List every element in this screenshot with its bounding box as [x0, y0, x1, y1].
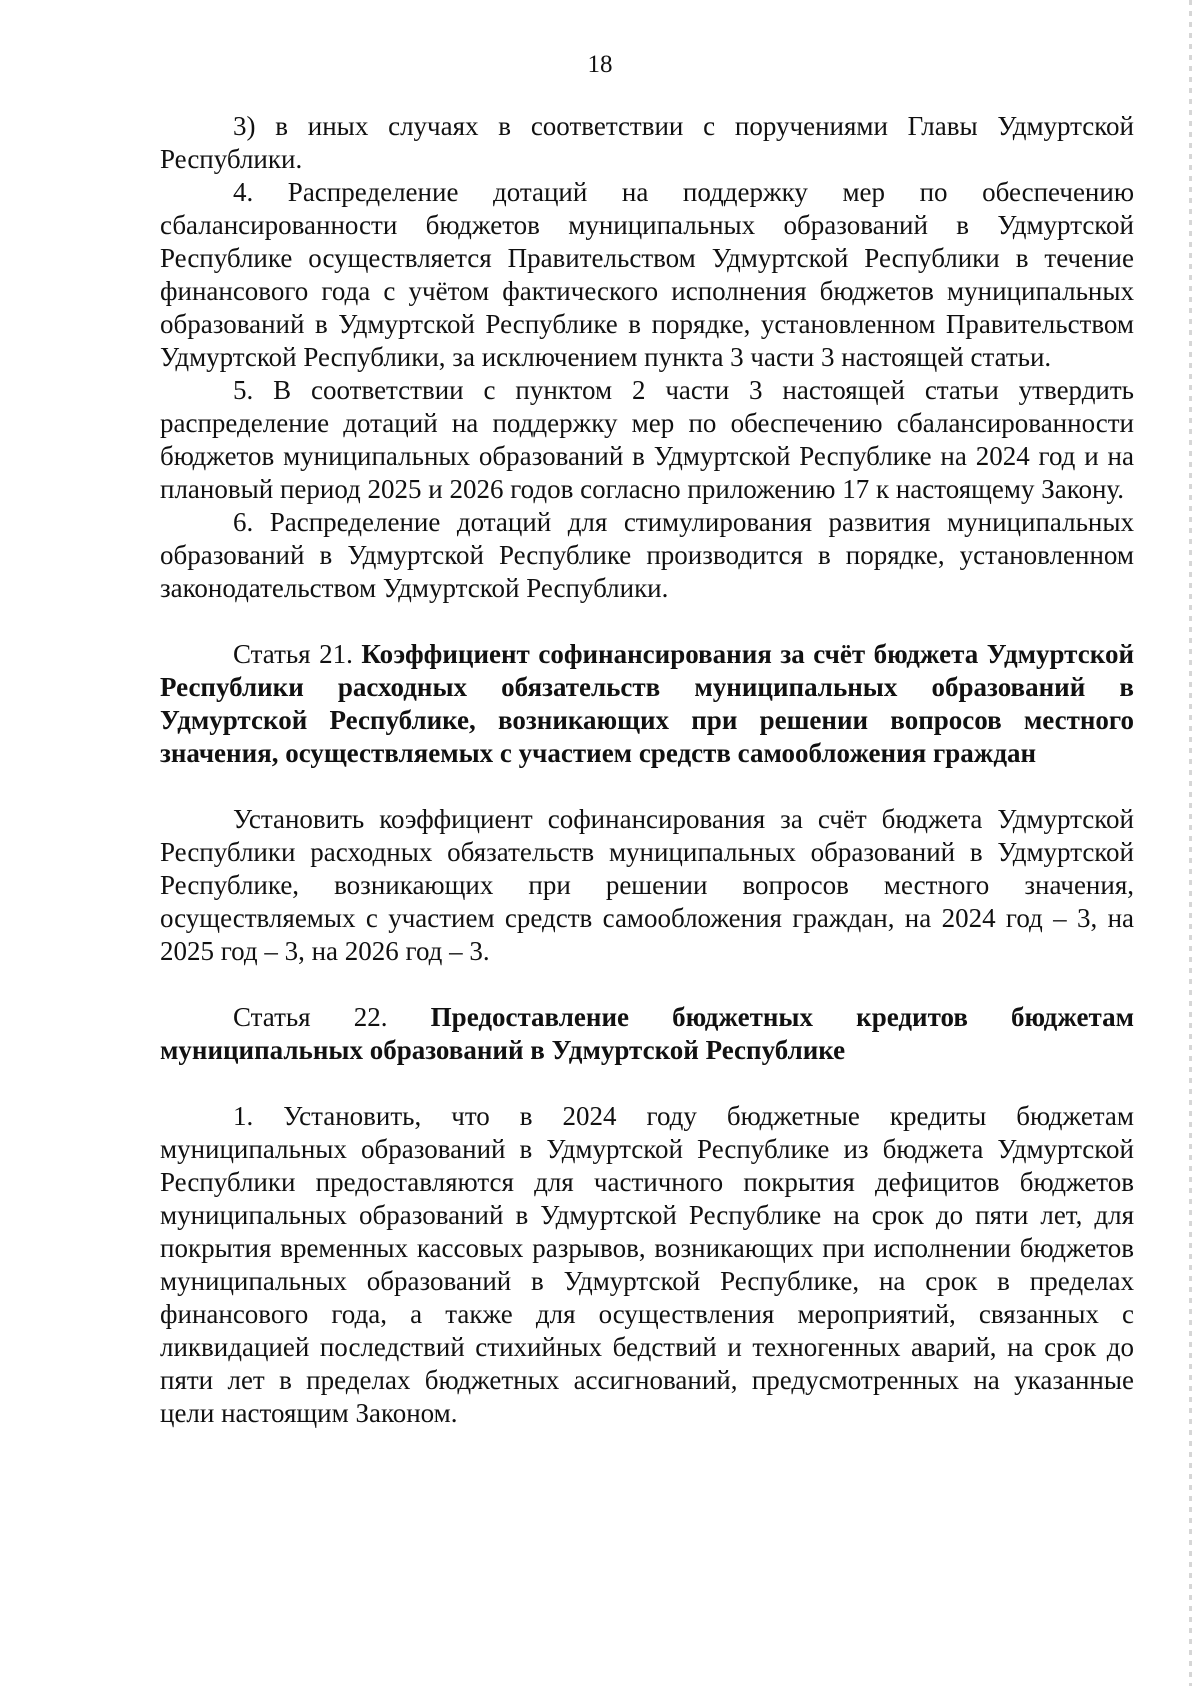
article-21-heading [160, 638, 1134, 770]
article-22-heading [160, 1001, 1134, 1067]
paragraph-6: 6. Распределение дотаций для стимулирования развития муниципальных образований в Удмуртской Республике производится в порядке, установленном законодательством Удмуртской Республики. [160, 507, 1134, 603]
paragraph-5: 5. В соответствии с пунктом 2 части 3 настоящей статьи утвердить распределение дотаций на поддержку мер по обеспечению сбалансированности бюджетов муниципальных образований в Удмуртской Республике на 2024 год и на плановый период 2025 и 2026 годов согласно приложению 17 к настоящему Закону. [160, 375, 1134, 504]
article-22-body: 1. Установить, что в 2024 году бюджетные кредиты бюджетам муниципальных образований в Удмуртской Республике из бюджета Удмуртской Республики предоставляются для частичного покрытия дефицитов бюджетов муниципальных образований в Удмуртской Республике на срок до пяти лет, для покрытия временных кассовых разрывов, возникающих при исполнении бюджетов муниципальных образований в Удмуртской Республике, на срок в пределах финансового года, а также для осуществления мероприятий, связанных с ликвидацией последствий стихийных бедствий и техногенных аварий, на срок до пяти лет в пределах бюджетных ассигнований, предусмотренных на указанные цели настоящим Законом. [160, 1101, 1134, 1428]
article-22-label: Статья 22. [233, 1002, 388, 1032]
article-21-body: Установить коэффициент софинансирования за счёт бюджета Удмуртской Республики расходных обязательств муниципальных образований в Удмуртской Республике, возникающих при решении вопросов местного значения, осуществляемых с участием средств самообложения граждан, на 2024 год – 3, на 2025 год – 3, на 2026 год – 3. [160, 804, 1134, 966]
article-22-title: Предоставление бюджетных кредитов бюджетам муниципальных образований в Удмуртской Республике [160, 1002, 1134, 1065]
page-number: 18 [587, 51, 613, 78]
article-21-title: Коэффициент софинансирования за счёт бюджета Удмуртской Республики расходных обязательств муниципальных образований в Удмуртской Республике, возникающих при решении вопросов местного значения, осуществляемых с участием средств самообложения граждан [160, 639, 1134, 768]
document-body [160, 110, 1134, 1430]
paragraph-3: 3) в иных случаях в соответствии с поручениями Главы Удмуртской Республики. [160, 111, 1134, 174]
article-21-label: Статья 21. [233, 639, 353, 669]
scan-edge [1189, 0, 1192, 1686]
paragraph-4: 4. Распределение дотаций на поддержку мер по обеспечению сбалансированности бюджетов муниципальных образований в Удмуртской Республике осуществляется Правительством Удмуртской Республики в течение финансового года с учётом фактического исполнения бюджетов муниципальных образований в Удмуртской Республике в порядке, установленном Правительством Удмуртской Республики, за исключением пункта 3 части 3 настоящей статьи. [160, 177, 1134, 372]
